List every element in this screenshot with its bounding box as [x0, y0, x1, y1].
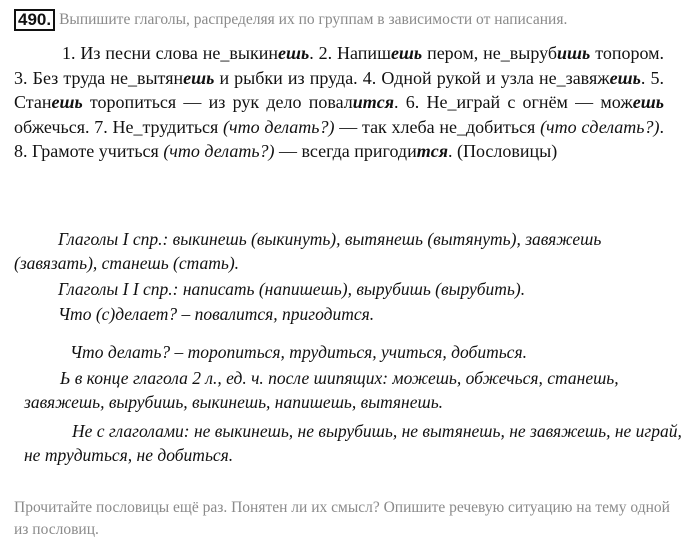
verb-ending: ешь [609, 67, 641, 88]
proverb-text-part: топором. 3. Без труда не_вытян [14, 43, 664, 88]
proverb-text-part: пером, не_выруб [422, 43, 558, 63]
proverb-text-part: торопиться — из рук дело повал [82, 92, 353, 112]
question-hint: (что делать?) [163, 141, 275, 161]
proverb-text-part: — всегда пригоди [274, 141, 417, 161]
proverb-text-part: . 6. Не_играй с огнём — мож [394, 92, 633, 112]
answer-question-what-does: Что (с)делает? – повалится, пригодится. [58, 304, 375, 324]
answer-soft-sign-rule: Ь в конце глагола 2 л., ед. ч. после шипящих: можешь, обжечься, станешь, завяжешь, вырубишь, выкинешь, напишешь, вытянешь. [24, 368, 619, 412]
verb-ending: ешь [278, 43, 310, 63]
proverb-text-part: обжечься. 7. Не_трудиться [14, 116, 224, 137]
proverb-text-part: . 8. Грамоте учиться [14, 116, 664, 161]
answer-ne-with-verbs: Не с глаголами: не выкинешь, не вырубишь, не вытянешь, не завяжешь, не играй, не трудиться, не добиться. [24, 421, 682, 465]
verb-ending: ешь [183, 67, 215, 88]
proverb-text-part: . 5. Стан [14, 67, 664, 112]
answer-question-what-to-do: Что делать? – торопиться, трудиться, учиться, добиться. [70, 342, 527, 362]
answer-first-conjugation: Глаголы I спр.: выкинешь (выкинуть), вытянешь (вытянуть), завяжешь (завязать), станешь (стать). [14, 229, 602, 273]
answer-second-conjugation: Глаголы I I спр.: написать (напишешь), вырубишь (вырубить). [58, 279, 526, 299]
exercise-instruction: Выпишите глаголы, распределяя их по группам в зависимости от написания. [59, 11, 568, 28]
verb-ending: ешь [390, 43, 423, 63]
verb-ending: ешь [632, 92, 664, 112]
verb-ending: ешь [51, 92, 83, 112]
follow-up-question: Прочитайте пословицы ещё раз. Понятен ли их смысл? Опишите речевую ситуацию на тему одной из пословиц. [14, 499, 670, 538]
proverb-text-part: . 2. Напиш [309, 43, 391, 63]
verb-ending: ится [352, 92, 395, 112]
proverb-text-part: 1. Из песни слова не_выкин [62, 43, 279, 63]
proverbs-text [14, 41, 664, 164]
exercise-header [14, 9, 694, 31]
proverb-text-part: — так хлеба не_добиться [334, 116, 541, 137]
question-hint: (что сделать?) [540, 116, 660, 137]
proverb-text-part: и рыбки из пруда. 4. Одной рукой и узла не_завяж [214, 67, 610, 88]
verb-ending: тся [416, 141, 448, 161]
proverb-text-part: . (Пословицы) [447, 141, 558, 161]
exercise-number: 490. [14, 9, 55, 31]
question-hint: (что делать?) [223, 116, 335, 137]
verb-ending: ишь [557, 43, 591, 63]
